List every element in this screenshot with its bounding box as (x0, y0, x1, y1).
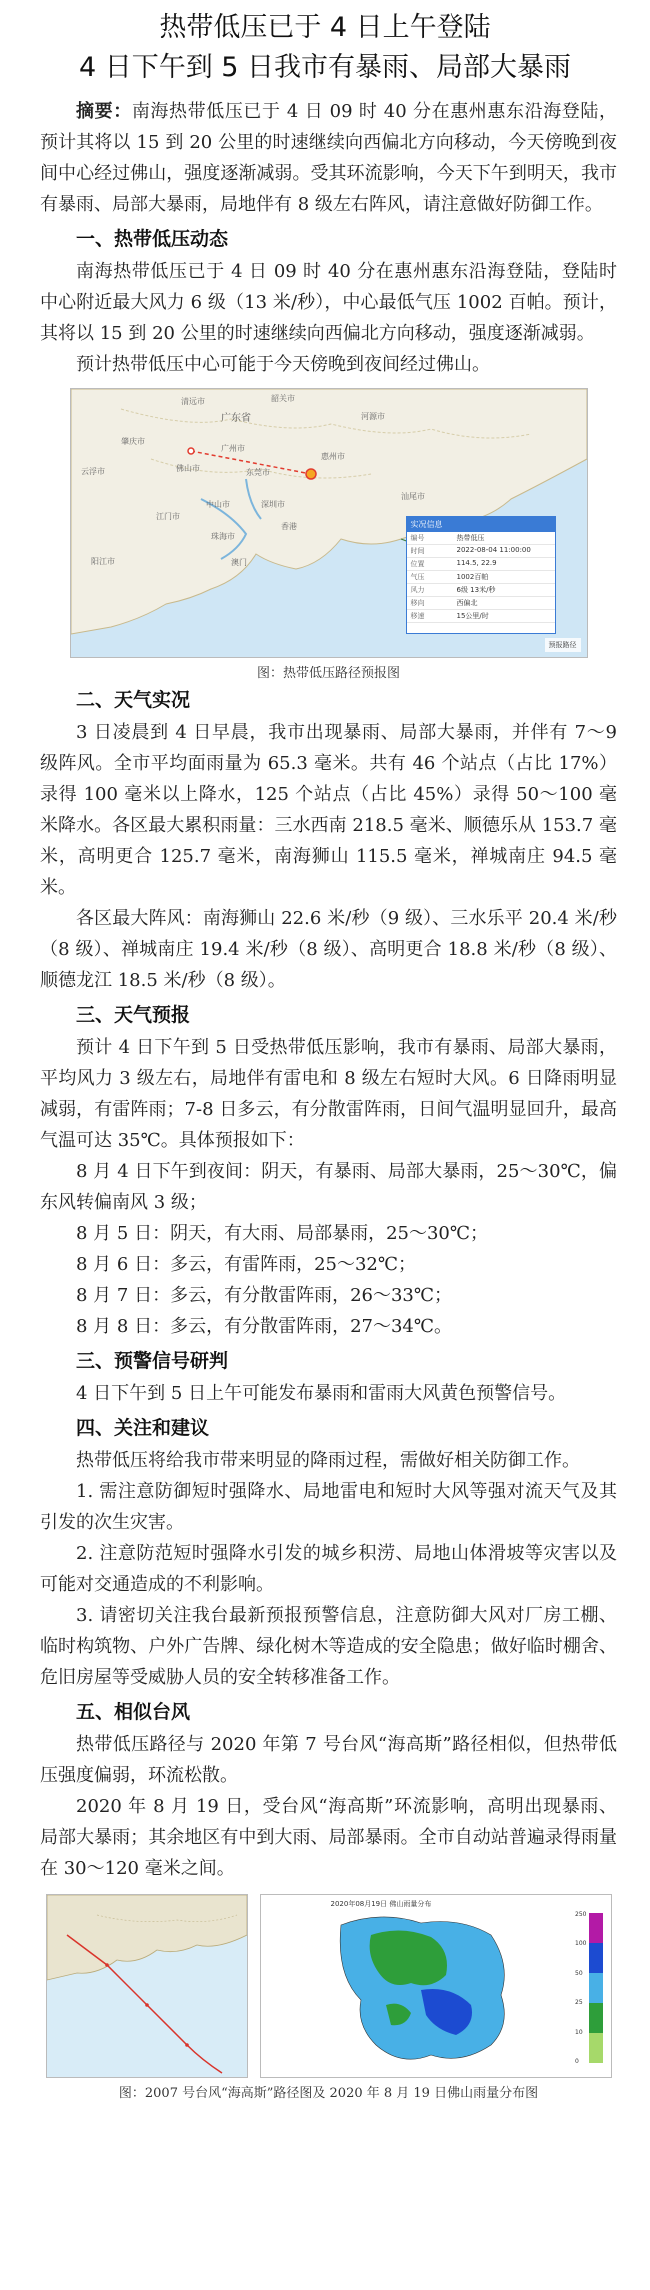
summary-text: 南海热带低压已于 4 日 09 时 40 分在惠州惠东沿海登陆，预计其将以 15 到 20 公里的时速继续向西偏北方向移动，今天傍晚到夜间中心经过佛山，强度逐渐减弱。受其环流影响，今天下午到明天，我市有暴雨、局部大暴雨，局地伴有 8 级左右阵风，请注意做好防御工作。 (40, 101, 618, 215)
article-body (0, 88, 650, 2101)
forecast-item: 8 月 6 日：多云，有雷阵雨，25～32℃； (76, 1254, 417, 1275)
section-heading-5: 四、关注和建议 (76, 1417, 210, 1439)
section-6-paragraph-1: 热带低压路径与 2020 年第 7 号台风“海高斯”路径相似，但热带低压强度偏弱，环流松散。 (40, 1734, 617, 1786)
forecast-item: 8 月 4 日下午到夜间：阴天，有暴雨、局部大暴雨，25～30℃，偏东风转偏南风 3 级； (40, 1161, 617, 1213)
section-4-paragraph-1: 4 日下午到 5 日上午可能发布暴雨和雷雨大风黄色预警信号。 (76, 1383, 567, 1404)
forecast-item: 8 月 7 日：多云，有分散雷阵雨，26～33℃； (76, 1285, 453, 1306)
map-label-zhaoqing: 肇庆市 (120, 437, 145, 446)
section-3-paragraph-1: 预计 4 日下午到 5 日受热带低压影响，我市有暴雨、局部大暴雨，平均风力 3 级左右，局地伴有雷电和 8 级左右短时大风。6 日降雨明显减弱，有雷阵雨；7-8 日多云，有分散雷阵雨，日间气温明显回升，最高气温可达 35℃。具体预报如下： (40, 1037, 617, 1151)
summary-paragraph (40, 96, 617, 220)
map-label-shanwei: 汕尾市 (400, 492, 425, 501)
popup-row: 移速 15公里/时 (407, 610, 555, 623)
section-heading-4: 三、预警信号研判 (76, 1350, 229, 1372)
map-label-heyuan: 河源市 (360, 412, 385, 421)
forecast-item: 8 月 5 日：阴天，有大雨、局部暴雨，25～30℃； (76, 1223, 489, 1244)
figure-caption-2: 图：2007 号台风“海高斯”路径图及 2020 年 8 月 19 日佛山雨量分布图 (118, 2086, 539, 2101)
rainfall-graphic (261, 1895, 611, 2077)
map-label-dongguan: 东莞市 (245, 468, 270, 477)
section-6-paragraph-2: 2020 年 8 月 19 日，受台风“海高斯”环流影响，高明出现暴雨、局部大暴雨；其余地区有中到大雨、局部暴雨。全市自动站普遍录得雨量在 30～120 毫米之间。 (40, 1796, 617, 1879)
title-line-1: 热带低压已于 4 日上午登陆 (159, 12, 491, 43)
title-line-2: 4 日下午到 5 日我市有暴雨、局部大暴雨 (78, 52, 572, 83)
popup-row: 时间 2022-08-04 11:00:00 (407, 545, 555, 558)
advice-item: 1. 需注意防御短时强降水、局地雷电和短时大风等强对流天气及其引发的次生灾害。 (40, 1481, 617, 1533)
map-label-zhongshan: 中山市 (205, 500, 230, 509)
section-1-paragraph-1: 南海热带低压已于 4 日 09 时 40 分在惠州惠东沿海登陆，登陆时中心附近最大风力 6 级（13 米/秒），中心最低气压 1002 百帕。预计，其将以 15 到 20 公里的时速继续向西偏北方向移动，强度逐渐减弱。 (40, 261, 617, 344)
summary-label: 摘要： (76, 101, 132, 122)
map-label-hongkong: 香港 (280, 522, 297, 531)
popup-row: 位置 114.5, 22.9 (407, 558, 555, 571)
map-label-guangzhou: 广州市 (220, 444, 245, 453)
similar-typhoon-figures (46, 1894, 612, 2078)
rainfall-scale-labels: 250 100 50 25 10 0 (575, 1911, 587, 2065)
popup-row: 气压 1002百帕 (407, 571, 555, 584)
section-heading-3: 三、天气预报 (76, 1004, 191, 1026)
map-label-qingyuan: 清远市 (180, 397, 205, 406)
map-label-macau: 澳门 (230, 558, 247, 567)
section-5-paragraph-1: 热带低压将给我市带来明显的降雨过程，需做好相关防御工作。 (76, 1450, 580, 1471)
map-label-yunfu: 云浮市 (80, 467, 105, 476)
section-heading-2: 二、天气实况 (76, 689, 191, 711)
map-label-shenzhen: 深圳市 (260, 500, 285, 509)
map-label-shaoguan: 韶关市 (270, 394, 295, 403)
advice-item: 3. 请密切关注我台最新预报预警信息，注意防御大风对厂房工棚、临时构筑物、户外广告牌、绿化树木等造成的安全隐患；做好临时棚舍、危旧房屋等受威胁人员的安全转移准备工作。 (40, 1605, 617, 1688)
map-label-jiangmen: 江门市 (155, 512, 180, 521)
typhoon-info-popup (406, 516, 556, 634)
popup-row: 移向 西偏北 (407, 597, 555, 610)
advice-item: 2. 注意防范短时强降水引发的城乡积涝、局地山体滑坡等灾害以及可能对交通造成的不利影响。 (40, 1543, 617, 1595)
article-title (0, 0, 650, 88)
rainfall-color-scale (589, 1913, 603, 2063)
rainfall-distribution-map (260, 1894, 612, 2078)
popup-header: 实况信息 (407, 517, 555, 532)
map-label-huizhou: 惠州市 (320, 452, 345, 461)
map-label-zhuhai: 珠海市 (210, 532, 235, 541)
section-heading-1: 一、热带低压动态 (76, 228, 229, 250)
map-legend: 预报路径 (545, 638, 581, 652)
rainfall-map-title: 2020年08月19日 佛山雨量分布 (330, 1900, 432, 1908)
track-forecast-map (70, 388, 588, 658)
section-2-paragraph-2: 各区最大阵风：南海狮山 22.6 米/秒（9 级）、三水乐平 20.4 米/秒（8 级）、禅城南庄 19.4 米/秒（8 级）、高明更合 18.8 米/秒（8 级）、顺德龙江 18.5 米/秒（8 级）。 (40, 908, 617, 991)
section-heading-6: 五、相似台风 (76, 1701, 191, 1723)
popup-row: 编号 热带低压 (407, 532, 555, 545)
section-1-paragraph-2: 预计热带低压中心可能于今天傍晚到夜间经过佛山。 (76, 354, 490, 375)
section-2-paragraph-1: 3 日凌晨到 4 日早晨，我市出现暴雨、局部大暴雨，并伴有 7～9 级阵风。全市平均面雨量为 65.3 毫米。共有 46 个站点（占比 17%）录得 100 毫米以上降水，125 个站点（占比 45%）录得 50～100 毫米降水。各区最大累积雨量：三水西南 218.5 毫米、顺德乐从 153.7 毫米，高明更合 125.7 毫米，南海狮山 115.5 毫米，禅城南庄 94.5 毫米。 (40, 722, 617, 898)
map-label-yangjiang: 阳江市 (90, 557, 115, 566)
map-label-guangdong: 广东省 (220, 413, 251, 424)
typhoon-track-graphic (47, 1895, 247, 2077)
map-label-foshan: 佛山市 (175, 464, 200, 473)
forecast-item: 8 月 8 日：多云，有分散雷阵雨，27～34℃。 (76, 1316, 453, 1337)
typhoon-track-map (46, 1894, 248, 2078)
popup-row: 风力 6级 13米/秒 (407, 584, 555, 597)
map-caption: 图：热带低压路径预报图 (256, 666, 400, 681)
